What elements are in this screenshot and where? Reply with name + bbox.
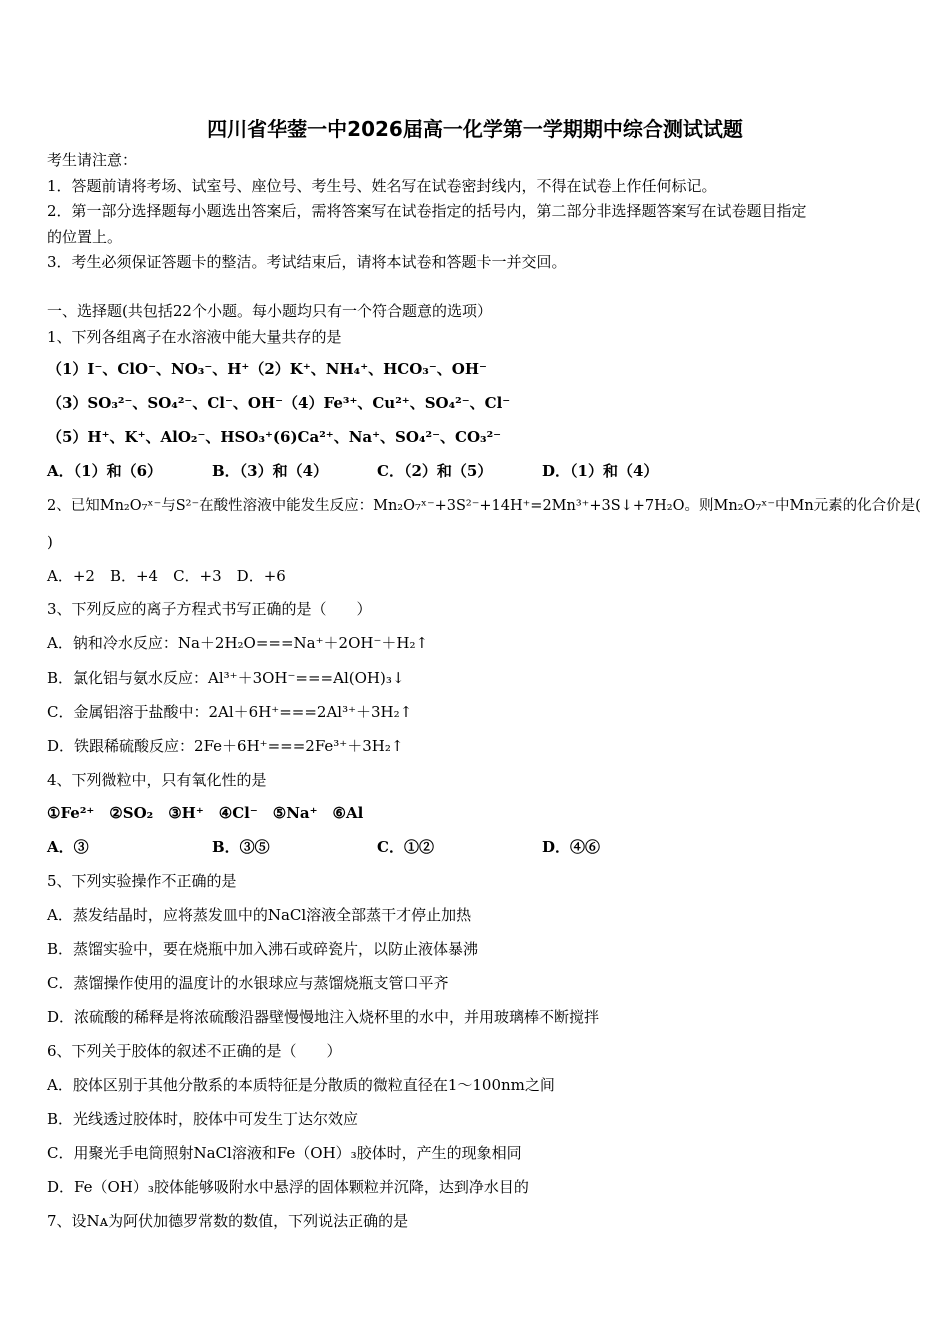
question-stem: 5、下列实验操作不正确的是 — [47, 872, 237, 890]
particle-list: ①Fe²⁺ ②SO₂ ③H⁺ ④Cl⁻ ⑤Na⁺ ⑥Al — [47, 804, 364, 822]
option-b: B．光线透过胶体时，胶体中可发生丁达尔效应 — [47, 1110, 359, 1128]
option-b: B．（3）和（4） — [212, 462, 329, 480]
question-stem: 6、下列关于胶体的叙述不正确的是（ ） — [47, 1042, 342, 1060]
option-a: A．蒸发结晶时，应将蒸发皿中的NaCl溶液全部蒸干才停止加热 — [47, 906, 472, 924]
notice-heading: 考生请注意： — [47, 151, 138, 169]
option-b: B．氯化铝与氨水反应：Al³⁺＋3OH⁻===Al(OH)₃↓ — [47, 669, 405, 687]
option-c: C．用聚光手电筒照射NaCl溶液和Fe（OH）₃胶体时，产生的现象相同 — [47, 1144, 522, 1162]
ion-group-line: （1）I⁻、ClO⁻、NO₃⁻、H⁺（2）K⁺、NH₄⁺、HCO₃⁻、OH⁻ — [47, 360, 487, 378]
option-c: C．金属铝溶于盐酸中：2Al＋6H⁺===2Al³⁺＋3H₂↑ — [47, 703, 413, 721]
option-a: A．③ — [47, 838, 89, 856]
question-stem: 7、设Nᴀ为阿伏加德罗常数的数值，下列说法正确的是 — [47, 1212, 409, 1230]
option-c: C．①② — [377, 838, 434, 856]
option-a: A．（1）和（6） — [47, 462, 163, 480]
ion-group-line: （3）SO₃²⁻、SO₄²⁻、Cl⁻、OH⁻（4）Fe³⁺、Cu²⁺、SO₄²⁻、Cl⁻ — [47, 394, 511, 412]
notice-item: 3．考生必须保证答题卡的整洁。考试结束后，请将本试卷和答题卡一并交回。 — [47, 253, 567, 271]
notice-item: 的位置上。 — [47, 228, 123, 246]
option-b: B．蒸馏实验中，要在烧瓶中加入沸石或碎瓷片，以防止液体暴沸 — [47, 940, 479, 958]
option-d: D．（1）和（4） — [542, 462, 659, 480]
question-stem: 4、下列微粒中，只有氧化性的是 — [47, 771, 267, 789]
question-stem: 1、下列各组离子在水溶液中能大量共存的是 — [47, 328, 342, 346]
section-heading: 一、选择题(共包括22个小题。每小题均只有一个符合题意的选项） — [47, 302, 492, 320]
page-title: 四川省华蓥一中2026届高一化学第一学期期中综合测试试题 — [207, 117, 743, 141]
option-c: C．蒸馏操作使用的温度计的水银球应与蒸馏烧瓶支管口平齐 — [47, 974, 449, 992]
question-stem: 3、下列反应的离子方程式书写正确的是（ ） — [47, 600, 372, 618]
option-c: C．（2）和（5） — [377, 462, 493, 480]
notice-item: 1．答题前请将考场、试室号、座位号、考生号、姓名写在试卷密封线内，不得在试卷上作任何标记。 — [47, 177, 717, 195]
options-row: A．+2 B．+4 C．+3 D．+6 — [47, 567, 286, 585]
option-a: A．钠和冷水反应：Na＋2H₂O===Na⁺＋2OH⁻＋H₂↑ — [47, 634, 429, 652]
question-stem-cont: ) — [47, 533, 53, 551]
option-d: D．铁跟稀硫酸反应：2Fe＋6H⁺===2Fe³⁺＋3H₂↑ — [47, 737, 404, 755]
option-b: B．③⑤ — [212, 838, 270, 856]
option-d: D．Fe（OH）₃胶体能够吸附水中悬浮的固体颗粒并沉降，达到净水目的 — [47, 1178, 529, 1196]
option-d: D．浓硫酸的稀释是将浓硫酸沿器壁慢慢地注入烧杯里的水中，并用玻璃棒不断搅拌 — [47, 1008, 600, 1026]
option-d: D．④⑥ — [542, 838, 601, 856]
option-a: A．胶体区别于其他分散系的本质特征是分散质的微粒直径在1～100nm之间 — [47, 1076, 555, 1094]
notice-item: 2．第一部分选择题每小题选出答案后，需将答案写在试卷指定的括号内，第二部分非选择题答案写在试卷题目指定 — [47, 202, 807, 220]
ion-group-line: （5）H⁺、K⁺、AlO₂⁻、HSO₃⁺(6)Ca²⁺、Na⁺、SO₄²⁻、CO₃²⁻ — [47, 428, 502, 446]
question-stem: 2、已知Mn₂O₇ˣ⁻与S²⁻在酸性溶液中能发生反应：Mn₂O₇ˣ⁻+3S²⁻+14H⁺=2Mn³⁺+3S↓+7H₂O。则Mn₂O₇ˣ⁻中Mn元素的化合价是( — [47, 498, 921, 514]
